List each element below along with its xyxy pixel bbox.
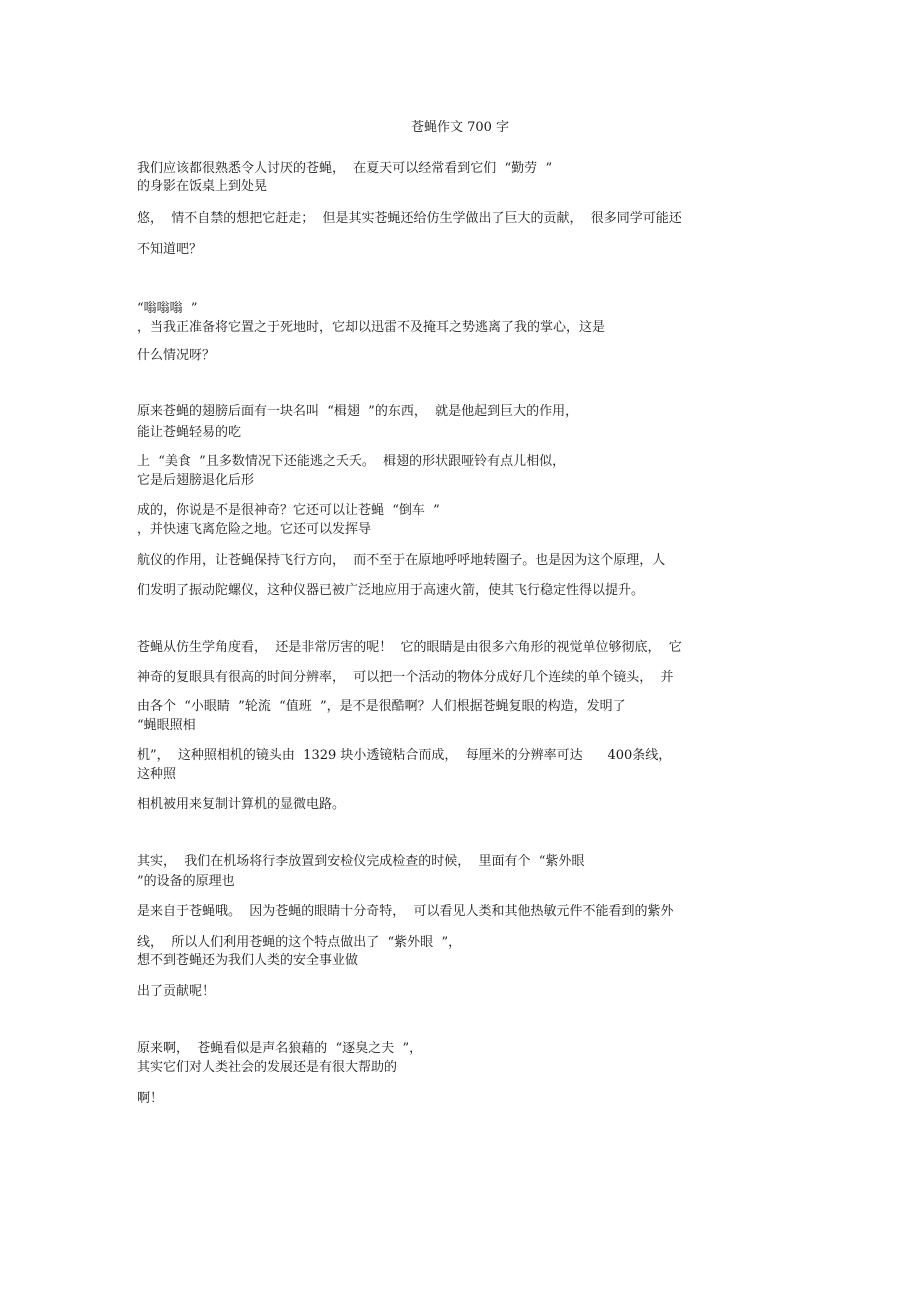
- text-line: 啊！: [137, 1091, 164, 1106]
- text-line: 们发明了振动陀螺仪，这种仪器已被广泛地应用于高速火箭，使其飞行稳定性得以提升。: [137, 583, 645, 598]
- text-line: 苍蝇从仿生学角度看， 还是非常厉害的呢！ 它的眼睛是由很多六角形的视觉单位够彻底， 它: [137, 640, 682, 655]
- text-line: 线， 所以人们利用苍蝇的这个特点做出了 “紫外眼 ”，: [137, 935, 462, 950]
- text-line: 的身影在饭桌上到处晃: [137, 179, 268, 194]
- text-line: 我们应该都很熟悉令人讨厌的苍蝇， 在夏天可以经常看到它们 “勤劳 ”: [137, 161, 553, 176]
- text-line: 能让苍蝇轻易的吃: [137, 425, 242, 440]
- text-line: 航仪的作用，让苍蝇保持飞行方向， 而不至于在原地呼呼地转圈子。也是因为这个原理，人: [137, 553, 666, 568]
- text-line: 悠， 情不自禁的想把它赶走； 但是其实苍蝇还给仿生学做出了巨大的贡献， 很多同学可能还: [137, 211, 682, 226]
- text-line: 神奇的复眼具有很高的时间分辨率， 可以把一个活动的物体分成好几个连续的单个镜头， 并: [137, 670, 674, 685]
- text-line: 原来啊， 苍蝇看似是声名狼藉的 “逐臭之夫 ”，: [137, 1041, 423, 1056]
- text-line: 什么情况呀？: [137, 348, 216, 363]
- text-line: ，当我正准备将它置之于死地时，它却以迅雷不及掩耳之势逃离了我的掌心，这是: [137, 320, 606, 335]
- text-line: 想不到苍蝇还为我们人类的安全事业做: [137, 953, 359, 968]
- text-line: 不知道吧？: [137, 242, 203, 257]
- text-line: 上 “美食 ”且多数情况下还能逃之夭夭。 楫翅的形状跟哑铃有点儿相似，: [137, 454, 566, 469]
- document-title: 苍蝇作文 700 字: [410, 120, 510, 135]
- text-line: 这种照: [137, 767, 177, 782]
- text-line: ”的设备的原理也: [137, 874, 235, 889]
- text-line: 其实它们对人类社会的发展还是有很大帮助的: [137, 1060, 398, 1075]
- text-line: 它是后翅膀退化后形: [137, 473, 255, 488]
- text-line: 是来自于苍蝇哦。 因为苍蝇的眼睛十分奇特， 可以看见人类和其他热敏元件不能看到的紫外: [137, 904, 674, 919]
- text-line: 出了贡献呢！: [137, 984, 216, 999]
- text-line: 其实， 我们在机场将行李放置到安检仪完成检查的时候， 里面有个 “紫外眼: [137, 854, 585, 869]
- text-line: “嗡嗡嗡 ”: [137, 301, 198, 316]
- text-line: 由各个 “小眼睛 ”轮流 “值班 ”，是不是很酷啊？人们根据苍蝇复眼的构造，发明了: [137, 699, 626, 714]
- text-line: 相机被用来复制计算机的显微电路。: [137, 797, 346, 812]
- text-line: 原来苍蝇的翅膀后面有一块名叫 “楫翅 ”的东西， 就是他起到巨大的作用，: [137, 404, 579, 419]
- text-line: ，并快速飞离危险之地。它还可以发挥导: [137, 522, 372, 537]
- text-line: 成的，你说是不是很神奇？它还可以让苍蝇 “倒车 ”: [137, 503, 440, 518]
- text-line: 机”， 这种照相机的镜头由 1329 块小透镜粘合而成， 每厘米的分辨率可达 400条线，: [137, 748, 672, 763]
- text-line: “蝇眼照相: [137, 718, 196, 733]
